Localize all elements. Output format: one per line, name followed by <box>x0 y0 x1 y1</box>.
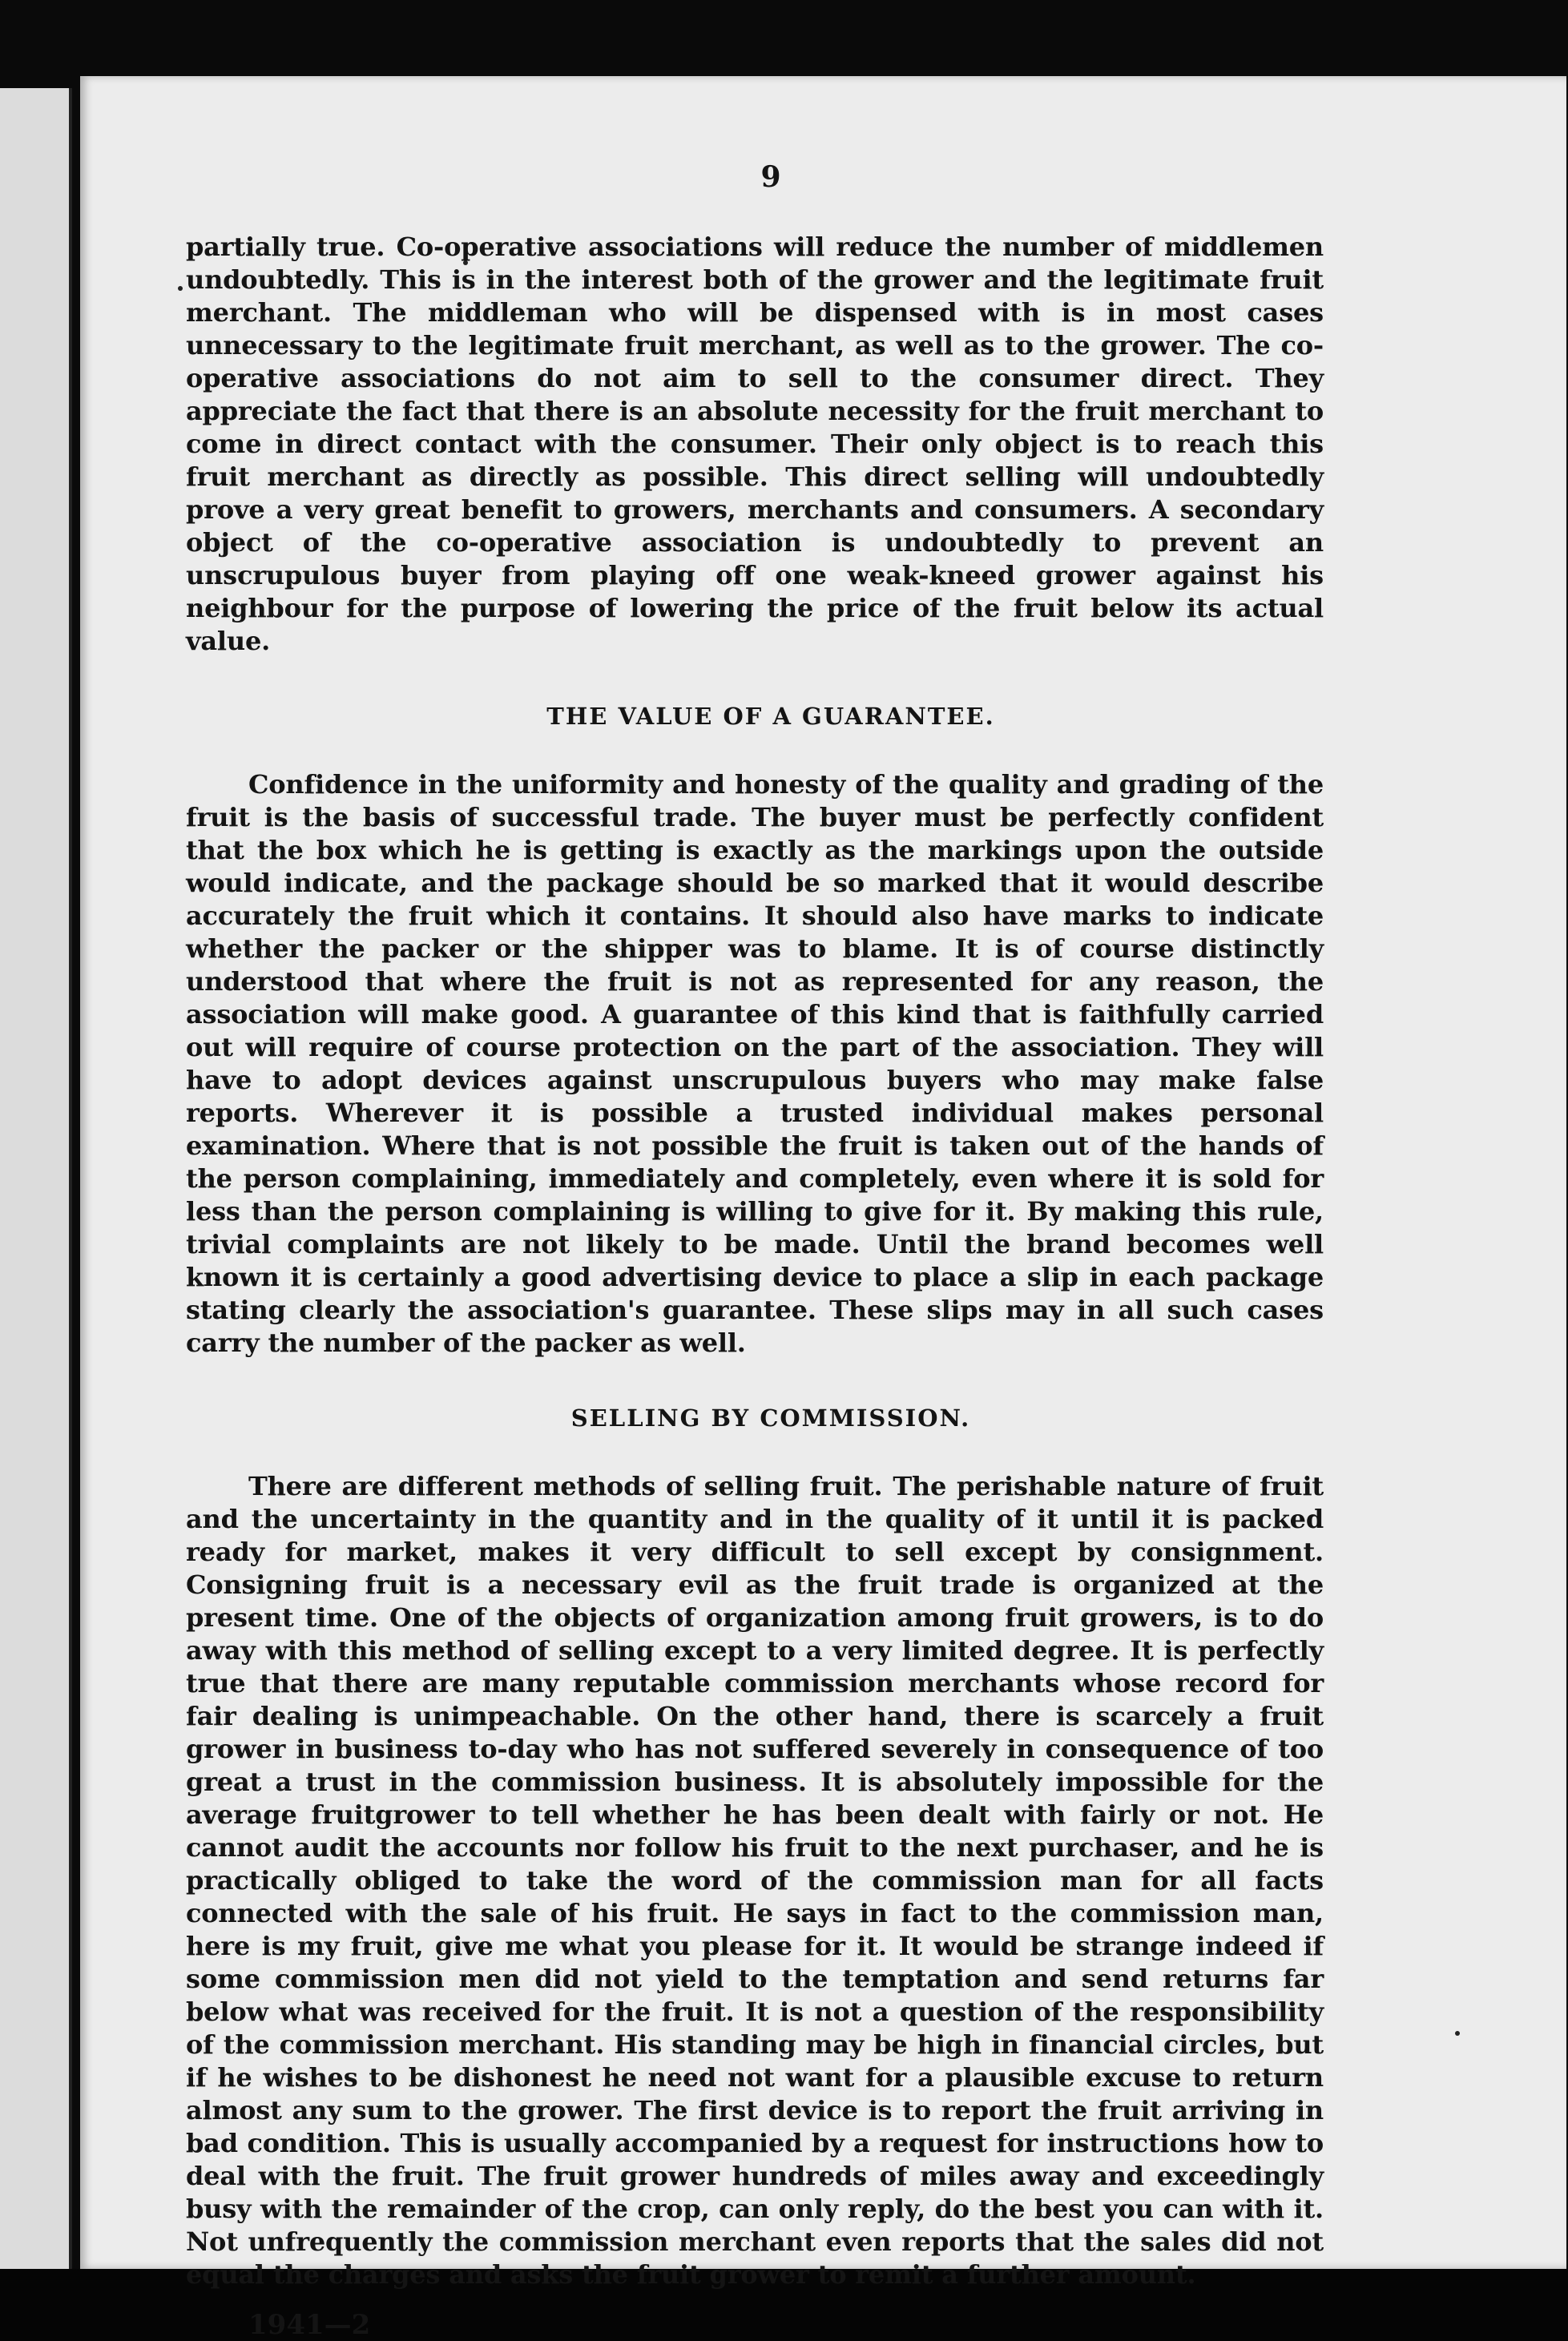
page-number: 9 <box>760 160 781 194</box>
scan-speck <box>1455 2031 1460 2036</box>
section-heading-commission: SELLING BY COMMISSION. <box>570 1404 971 1432</box>
signature-mark: 1941—2 <box>248 2309 371 2341</box>
paragraph-guarantee: Confidence in the uniformity and honesty of the quality and grading of the fruit is the basis of successful trade. The buyer must be perfectly confident that the box which he is getting is exactly as the markings upon the outside would indicate, and the package should be so marked that it would describe accurately the fruit which it contains. It should also have marks to indicate whether the packer or the shipper was to blame. It is of course distinctly understood that where the fruit is not as represented for any reason, the association will make good. A guarantee of this kind that is faithfully carried out will require of course protection on the part of the association. They will have to adopt devices against unscrupulous buyers who may make false reports. Wherever it is possible a trusted individual makes personal examination. Where that is not possible the fruit is taken out of the hands of the person complaining, immediately and completely, even where it is sold for less than the person complaining is willing to give for it. By making this rule, trivial complaints are not likely to be made. Until the brand becomes well known it is certainly a good advertising device to place a slip in each package stating clearly the association's guarantee. These slips may in all such cases carry the number of the packer as well. <box>186 769 1324 1358</box>
page-content <box>186 160 1324 2341</box>
facing-page-edge <box>0 88 72 2269</box>
paragraph-continued: partially true. Co-operative associations will reduce the number of middlemen undoubtedly. This is in the interest both of the grower and the legitimate fruit merchant. The middleman who will be dispensed with is in most cases unnecessary to the legitimate fruit merchant, as well as to the grower. The co-operative associations do not aim to sell to the consumer direct. They appreciate the fact that there is an absolute necessity for the fruit merchant to come in direct contact with the consumer. Their only object is to reach this fruit merchant as directly as possible. This direct selling will undoubtedly prove a very great benefit to growers, merchants and consumers. A secondary object of the co-operative association is undoubtedly to prevent an unscrupulous buyer from playing off one weak-kneed grower against his neighbour for the purpose of lowering the price of the fruit below its actual value. <box>186 232 1324 656</box>
scan-speck <box>178 286 183 291</box>
paragraph-commission: There are different methods of selling fruit. The perishable nature of fruit and the uncertainty in the quantity and in the quality of it until it is packed ready for market, makes it very difficult to sell except by consignment. Consigning fruit is a necessary evil as the fruit trade is organized at the present time. One of the objects of organization among fruit growers, is to do away with this method of selling except to a very limited degree. It is perfectly true that there are many reputable commission merchants whose record for fair dealing is unimpeachable. On the other hand, there is scarcely a fruit grower in business to-day who has not suffered severely in consequence of too great a trust in the commission business. It is absolutely impossible for the average fruitgrower to tell whether he has been dealt with fairly or not. He cannot audit the accounts nor follow his fruit to the next purchaser, and he is practically obliged to take the word of the commission man for all facts connected with the sale of his fruit. He says in fact to the commission man, here is my fruit, give me what you please for it. It would be strange indeed if some commission men did not yield to the temptation and send returns far below what was received for the fruit. It is not a question of the responsibility of the commission merchant. His standing may be high in financial circles, but if he wishes to be dishonest he need not want for a plausible excuse to return almost any sum to the grower. The first device is to report the fruit arriving in bad condition. This is usually accompanied by a request for instructions how to deal with the fruit. The fruit grower hundreds of miles away and exceedingly busy with the remainder of the crop, can only reply, do the best you can with it. Not unfrequently the commission merchant even reports that the sales did not equal the charges and asks the fruit grower to remit a further amount. <box>186 1471 1324 2290</box>
section-heading-guarantee: THE VALUE OF A GUARANTEE. <box>546 703 995 730</box>
